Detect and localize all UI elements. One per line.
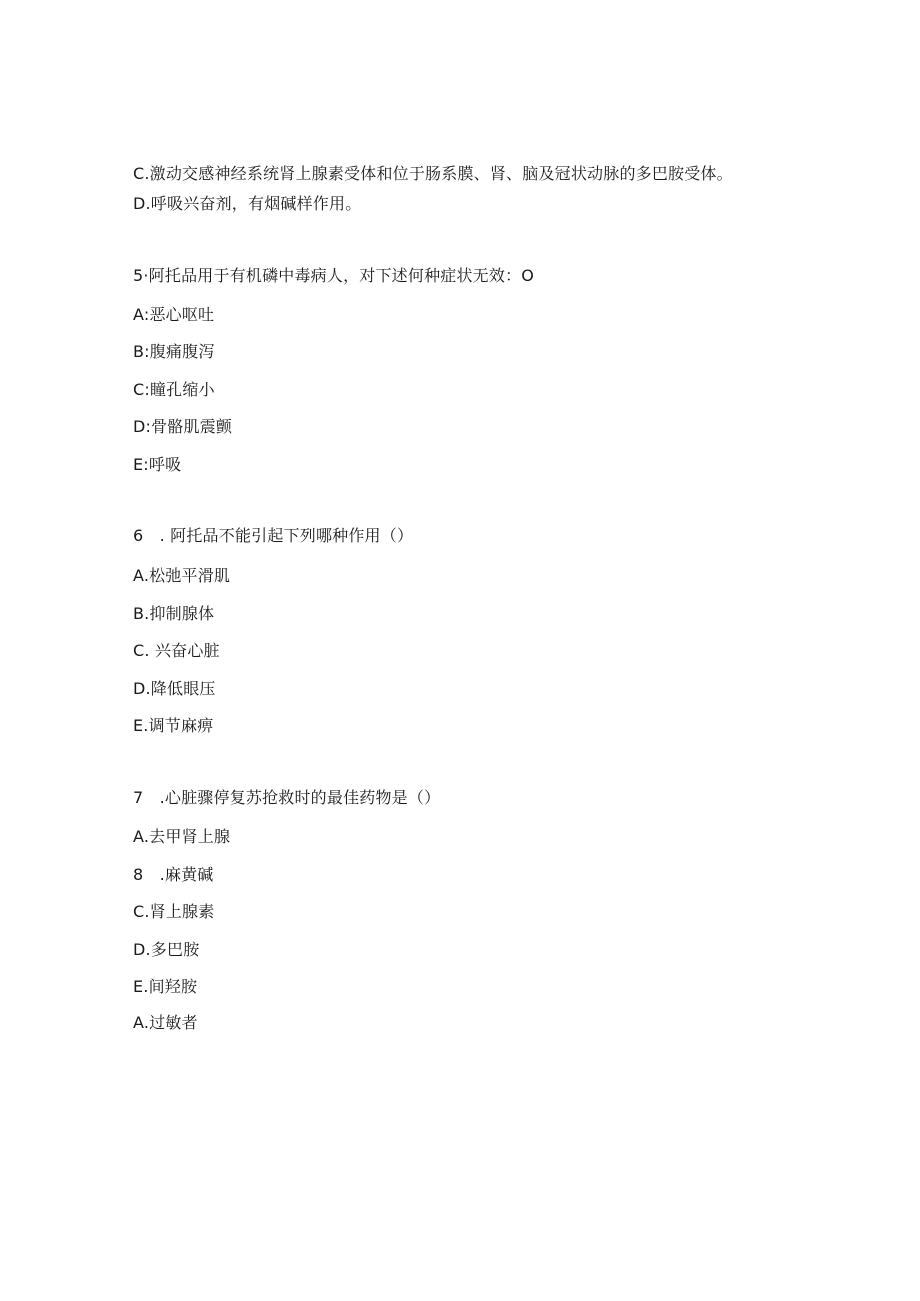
question-7: 7 .心脏骤停复苏抢救时的最佳药物是（） <box>133 788 441 807</box>
option-line: C.肾上腺素 <box>133 902 215 921</box>
option-line: B:腹痛腹泻 <box>133 342 215 361</box>
option-line: D.多巴胺 <box>133 940 200 959</box>
option-line: E:呼吸 <box>133 455 182 474</box>
option-line: A.松弛平滑肌 <box>133 566 231 585</box>
option-line: E.间羟胺 <box>133 977 198 996</box>
option-line: B.抑制腺体 <box>133 604 215 623</box>
option-line: A:恶心呕吐 <box>133 305 215 324</box>
option-line: 8 .麻黄碱 <box>133 865 214 884</box>
option-line: A.过敏者 <box>133 1013 198 1032</box>
option-line: D.降低眼压 <box>133 679 216 698</box>
option-line: E.调节麻痹 <box>133 716 214 735</box>
question-6: 6 . 阿托品不能引起下列哪种作用（） <box>133 526 414 545</box>
option-line: C. 兴奋心脏 <box>133 641 220 660</box>
option-line: A.去甲肾上腺 <box>133 827 231 846</box>
option-line: D:骨骼肌震颤 <box>133 417 233 436</box>
option-line: D.呼吸兴奋剂，有烟碱样作用。 <box>133 194 362 213</box>
option-line: C.激动交感神经系统肾上腺素受体和位于肠系膜、肾、脑及冠状动脉的多巴胺受体。 <box>133 164 733 183</box>
question-5: 5·阿托品用于有机磷中毒病人，对下述何种症状无效：O <box>133 266 535 285</box>
option-line: C:瞳孔缩小 <box>133 380 215 399</box>
